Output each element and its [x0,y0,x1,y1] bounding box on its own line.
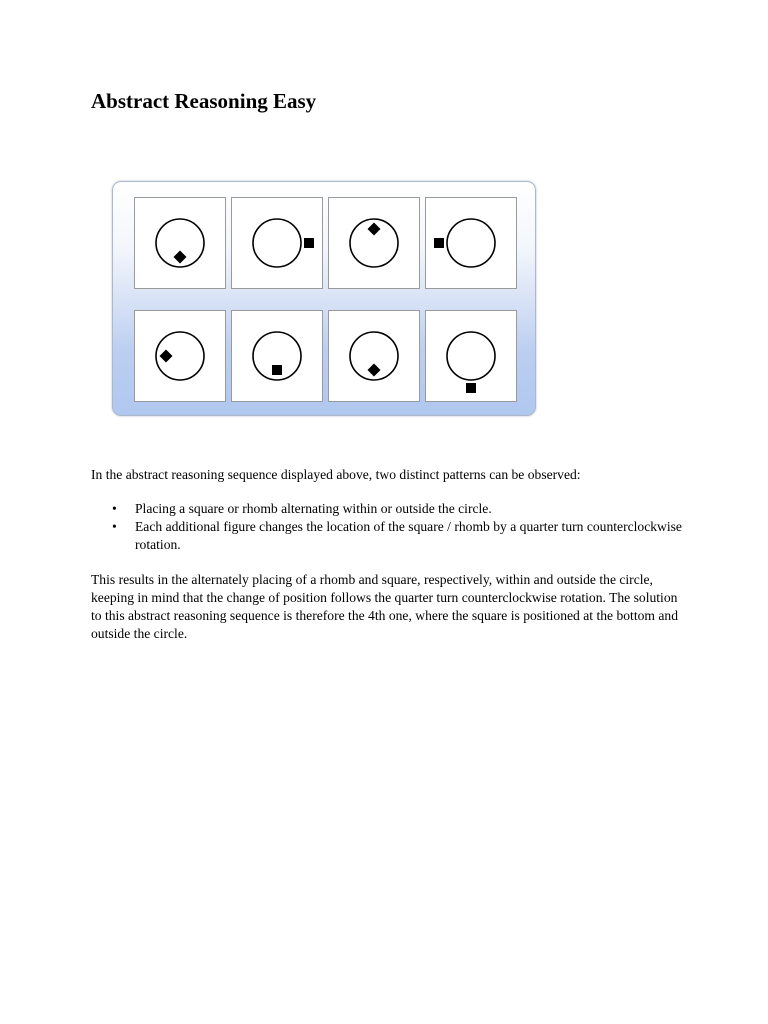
page-title: Abstract Reasoning Easy [91,89,317,113]
circle-with-square-right-outside-icon [232,198,322,288]
rhomb-marker [368,223,381,236]
rhomb-marker [174,251,187,264]
square-marker [304,238,314,248]
bullet-text: Each additional figure changes the location of the square / rhomb by a quarter turn counterclockwise rotation. [135,519,682,552]
figure-cell-2 [231,197,323,289]
figure-cell-3 [328,197,420,289]
circle-with-rhomb-bottom-inside-icon [135,198,225,288]
figure-cell-7 [328,310,420,402]
bullet-icon: • [112,501,117,516]
circle-with-rhomb-left-inside-icon [135,311,225,401]
abstract-reasoning-figure [112,181,536,416]
conclusion-paragraph: This results in the alternately placing of a rhomb and square, respectively, within and outside the circle, keeping in mind that the change of position follows the quarter turn counterclockwise rotation. The solution to this abstract reasoning sequence is therefore the 4th one, where the square is positioned at the bottom and outside the circle. [91,572,679,641]
figure-cell-1 [134,197,226,289]
list-item [91,500,691,518]
circle-shape [253,219,301,267]
pattern-list [91,500,691,554]
square-marker [466,383,476,393]
square-marker [434,238,444,248]
rhomb-marker [160,350,173,363]
bullet-text: Placing a square or rhomb alternating within or outside the circle. [135,501,492,516]
circle-with-rhomb-top-inside-icon [329,198,419,288]
circle-with-square-left-outside-icon [426,198,516,288]
circle-with-square-bottom-outside-icon [426,311,516,401]
bullet-icon: • [112,519,117,534]
circle-shape [447,219,495,267]
list-item [91,518,691,554]
figure-cell-5 [134,310,226,402]
circle-with-square-bottom-inside-icon [232,311,322,401]
figure-cell-8 [425,310,517,402]
figure-cell-6 [231,310,323,402]
circle-shape [447,332,495,380]
intro-paragraph: In the abstract reasoning sequence displayed above, two distinct patterns can be observed: [91,467,581,482]
figure-grid [134,197,518,403]
circle-with-rhomb-bottom-inside-icon [329,311,419,401]
figure-cell-4 [425,197,517,289]
rhomb-marker [368,364,381,377]
square-marker [272,365,282,375]
